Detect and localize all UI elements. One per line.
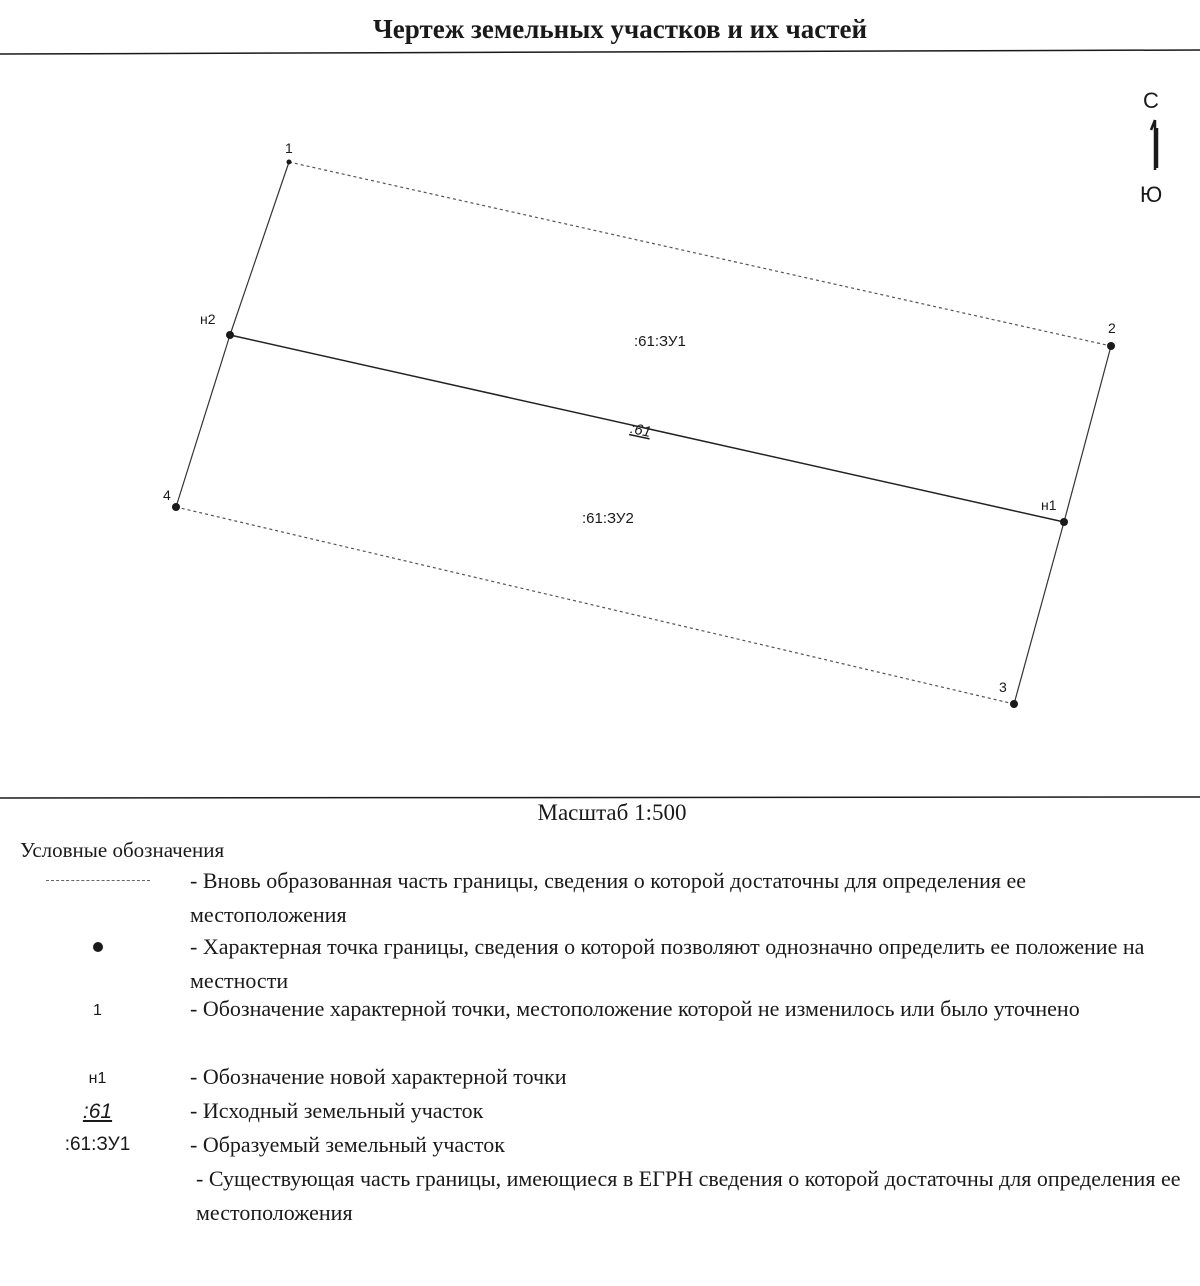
point-3-marker <box>1010 700 1018 708</box>
point-n1-marker <box>1060 518 1068 526</box>
legend-text: - Образуемый земельный участок <box>190 1132 505 1157</box>
point-n2-marker <box>226 331 234 339</box>
parcel-source-label: :61 <box>628 420 653 442</box>
scale-divider <box>0 797 1200 798</box>
point-n1-label: н1 <box>1041 497 1057 513</box>
legend-text: - Обозначение характерной точки, местоположение которой не изменилось или было уточнено <box>190 996 1080 1021</box>
parcel-zu2-label: :61:ЗУ2 <box>582 510 634 527</box>
point-4-label: 4 <box>163 487 171 503</box>
point-1-label: 1 <box>285 140 293 156</box>
legend-text: - Обозначение новой характерной точки <box>190 1064 567 1089</box>
legend-text: - Характерная точка границы, сведения о которой позволяют однозначно определить ее положение на местности <box>190 934 1145 993</box>
dashed-line-symbol <box>40 864 155 881</box>
boundary-n2-1 <box>230 162 289 335</box>
drawing-title: Чертеж земельных участков и их частей <box>372 14 867 44</box>
title-divider <box>0 50 1200 54</box>
parcel-zu1-label: :61:ЗУ1 <box>634 333 686 350</box>
legend-symbol: :61:ЗУ1 <box>64 1134 131 1155</box>
point-1-marker <box>287 160 292 165</box>
boundary-1-2 <box>289 162 1111 346</box>
point-3-label: 3 <box>999 679 1007 695</box>
compass-icon <box>1140 88 1162 207</box>
legend-text: - Вновь образованная часть границы, сведения о которой достаточны для определения ее местоположения <box>190 868 1027 927</box>
point-4-marker <box>172 503 180 511</box>
legend-symbol: :61 <box>82 1100 113 1123</box>
compass-south-label: Ю <box>1140 182 1163 207</box>
boundary-2-n1 <box>1064 346 1111 522</box>
legend-text: - Исходный земельный участок <box>190 1098 484 1123</box>
point-2-label: 2 <box>1108 320 1116 336</box>
boundary-3-4 <box>176 507 1014 704</box>
boundary-n1-3 <box>1014 522 1064 704</box>
legend-title: Условные обозначения <box>20 838 225 862</box>
scale-label: Масштаб 1:500 <box>537 800 687 825</box>
legend-text: - Существующая часть границы, имеющиеся в ЕГРН сведения о которой достаточны для определения ее местоположения <box>196 1166 1181 1225</box>
legend-symbol: 1 <box>93 1002 102 1019</box>
point-dot-symbol <box>40 930 155 952</box>
boundary-4-n2 <box>176 335 230 507</box>
point-2-marker <box>1107 342 1115 350</box>
point-n2-label: н2 <box>200 311 216 327</box>
legend-symbol: н1 <box>88 1070 107 1087</box>
compass-north-label: С <box>1143 88 1159 113</box>
